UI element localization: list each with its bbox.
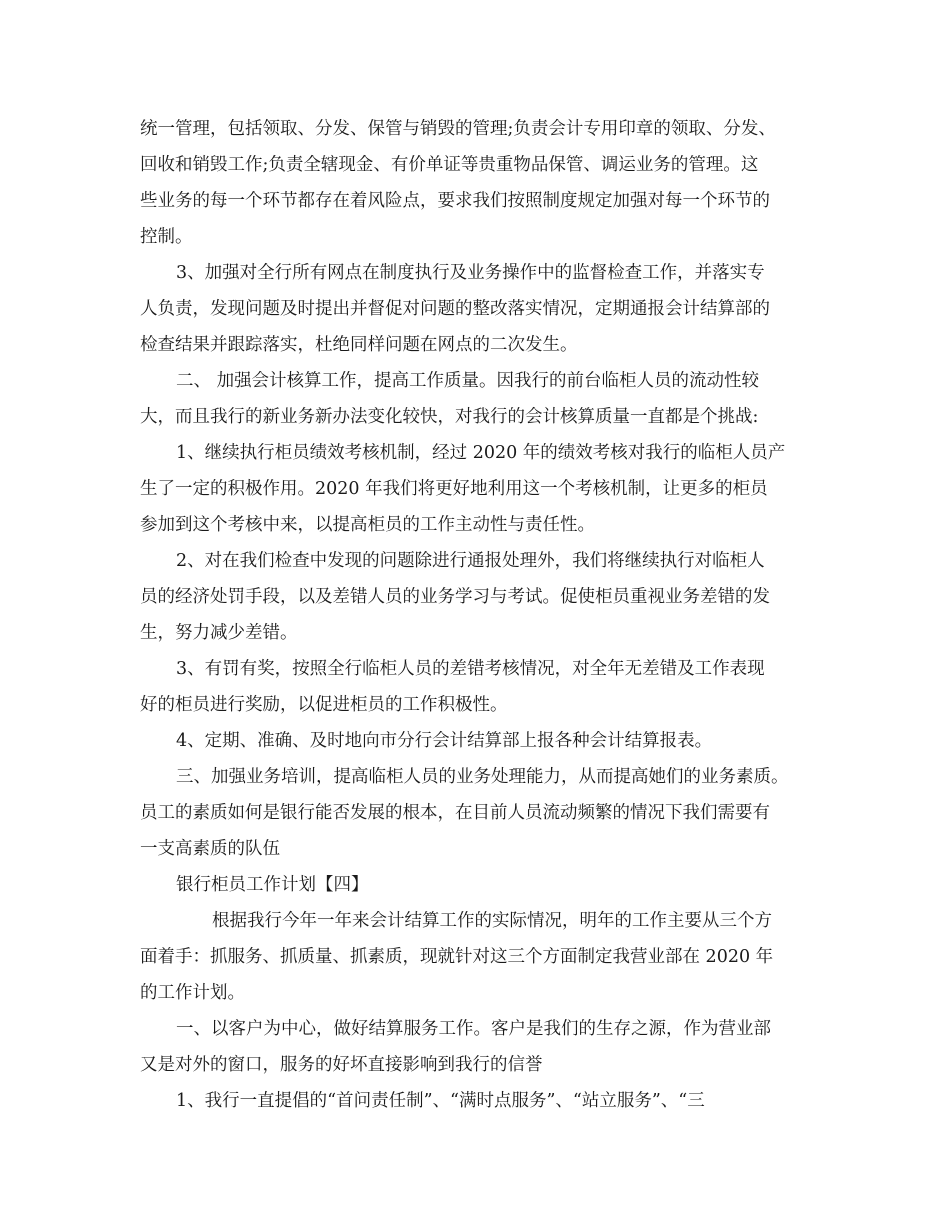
text-line: 大，而且我行的新业务新办法变化较快，对我行的会计核算质量一直都是个挑战: xyxy=(140,407,759,427)
text-line: 三、加强业务培训，提高临柜人员的业务处理能力，从而提高她们的业务素质。 xyxy=(176,767,789,787)
text-line: 生，努力减少差错。 xyxy=(140,623,298,643)
text-line: 3、有罚有奖，按照全行临柜人员的差错考核情况，对全年无差错及工作表现 xyxy=(176,659,765,679)
text-line: 又是对外的窗口，服务的好坏直接影响到我行的信誉 xyxy=(140,1055,543,1075)
text-line: 二、 加强会计核算工作，提高工作质量。因我行的前台临柜人员的流动性较 xyxy=(176,371,760,391)
text-line: 1、继续执行柜员绩效考核机制，经过 2020 年的绩效考核对我行的临柜人员产 xyxy=(176,443,786,463)
text-line: 好的柜员进行奖励，以促进柜员的工作积极性。 xyxy=(140,695,508,715)
text-line: 控制。 xyxy=(140,227,193,247)
text-line: 1、我行一直提倡的“首问责任制”、“满时点服务”、“站立服务”、“三 xyxy=(176,1091,705,1111)
text-line: 统一管理，包括领取、分发、保管与销毁的管理;负责会计专用印章的领取、分发、 xyxy=(140,119,776,139)
text-line: 回收和销毁工作;负责全辖现金、有价单证等贵重物品保管、调运业务的管理。这 xyxy=(140,155,759,175)
text-line: 参加到这个考核中来，以提高柜员的工作主动性与责任性。 xyxy=(140,515,595,535)
text-line: 2、对在我们检查中发现的问题除进行通报处理外，我们将继续执行对临柜人 xyxy=(176,551,765,571)
text-line: 一、以客户为中心，做好结算服务工作。客户是我们的生存之源，作为营业部 xyxy=(176,1019,771,1039)
text-line: 的工作计划。 xyxy=(140,983,245,1003)
text-line: 面着手：抓服务、抓质量、抓素质，现就针对这三个方面制定我营业部在 2020 年 xyxy=(140,947,774,967)
text-line: 检查结果并跟踪落实，杜绝同样问题在网点的二次发生。 xyxy=(140,335,578,355)
text-line: 员的经济处罚手段，以及差错人员的业务学习与考试。促使柜员重视业务差错的发 xyxy=(140,587,770,607)
text-line: 员工的素质如何是银行能否发展的根本，在目前人员流动频繁的情况下我们需要有 xyxy=(140,803,770,823)
text-line: 人负责，发现问题及时提出并督促对问题的整改落实情况，定期通报会计结算部的 xyxy=(140,299,770,319)
text-line: 3、加强对全行所有网点在制度执行及业务操作中的监督检查工作，并落实专 xyxy=(176,263,765,283)
text-line: 一支高素质的队伍 xyxy=(140,839,280,859)
text-line: 生了一定的积极作用。2020 年我们将更好地利用这一个考核机制，让更多的柜员 xyxy=(140,479,768,499)
text-line: 4、定期、准确、及时地向市分行会计结算部上报各种会计结算报表。 xyxy=(176,731,713,751)
section-heading: 银行柜员工作计划【四】 xyxy=(176,875,369,895)
text-line: 些业务的每一个环节都存在着风险点，要求我们按照制度规定加强对每一个环节的 xyxy=(140,191,770,211)
text-line: 根据我行今年一年来会计结算工作的实际情况，明年的工作主要从三个方 xyxy=(212,911,772,931)
